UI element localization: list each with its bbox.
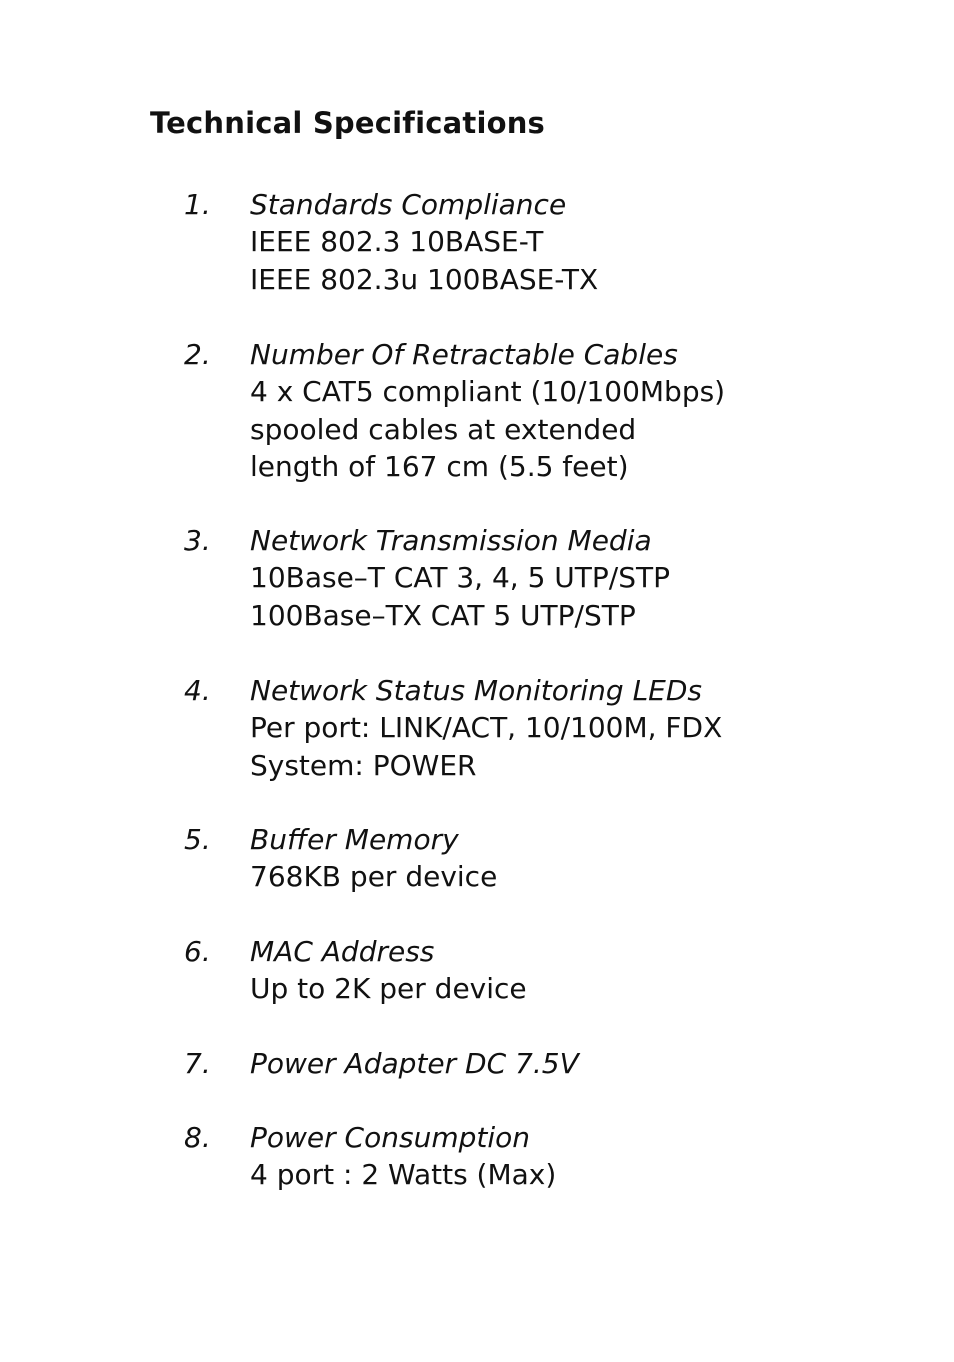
spec-line: IEEE 802.3u 100BASE-TX	[250, 262, 599, 296]
spec-heading: Power Consumption	[250, 1121, 530, 1154]
spec-line: 100Base–TX CAT 5 UTP/STP	[250, 598, 636, 632]
spec-number: 6.	[184, 935, 211, 968]
spec-heading: Network Status Monitoring LEDs	[250, 674, 703, 707]
spec-line: Up to 2K per device	[250, 972, 527, 1005]
spec-heading: Network Transmission Media	[250, 524, 652, 557]
spec-heading: MAC Address	[250, 935, 435, 968]
spec-line: 768KB per device	[250, 860, 498, 893]
spec-number: 5.	[184, 823, 211, 856]
spec-body	[250, 522, 930, 634]
spec-body	[250, 821, 930, 896]
spec-heading: Number Of Retractable Cables	[250, 338, 678, 371]
spec-line: Per port: LINK/ACT, 10/100M, FDX	[250, 711, 723, 744]
spec-line: 10Base–T CAT 3, 4, 5 UTP/STP	[250, 561, 670, 594]
spec-number: 8.	[184, 1121, 211, 1154]
spec-line: 4 port : 2 Watts (Max)	[250, 1158, 557, 1191]
spec-line: System: POWER	[250, 748, 477, 782]
spec-heading: Standards Compliance	[250, 188, 567, 221]
spec-number: 7.	[184, 1047, 211, 1080]
spec-body	[250, 933, 930, 1008]
spec-number: 4.	[184, 674, 211, 707]
spec-body	[250, 1045, 930, 1082]
spec-body	[250, 186, 930, 298]
spec-body	[250, 336, 930, 486]
spec-number: 1.	[184, 188, 211, 221]
spec-line: 4 x CAT5 compliant (10/100Mbps)	[250, 375, 726, 408]
page-title: Technical Specifications	[150, 106, 546, 140]
spec-body	[250, 1119, 930, 1194]
spec-line: IEEE 802.3 10BASE-T	[250, 225, 544, 258]
spec-heading: Power Adapter DC 7.5V	[250, 1047, 579, 1080]
spec-line: spooled cables at extended	[250, 412, 637, 446]
spec-number: 2.	[184, 338, 211, 371]
spec-heading: Buffer Memory	[250, 823, 459, 856]
spec-body	[250, 672, 930, 784]
spec-number: 3.	[184, 524, 211, 557]
spec-line: length of 167 cm (5.5 feet)	[250, 450, 629, 483]
